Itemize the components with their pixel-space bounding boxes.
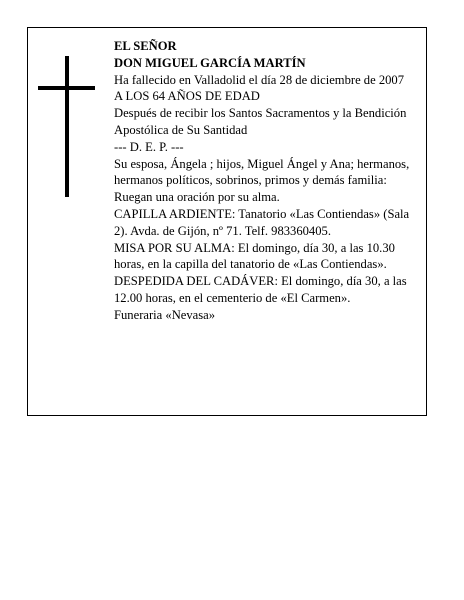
chapel-info: CAPILLA ARDIENTE: Tanatorio «Las Contiendas» (Sala 2). Avda. de Gijón, nº 71. Telf. 983360405. xyxy=(114,206,410,238)
rip-line: --- D. E. P. --- xyxy=(114,139,184,154)
sacraments-statement: Después de recibir los Santos Sacramentos y la Bendición Apostólica de Su Santidad xyxy=(114,106,407,137)
family-statement: Su esposa, Ángela ; hijos, Miguel Ángel y Ana; hermanos, hermanos políticos, sobrinos, primos y demás familia: xyxy=(114,156,410,188)
cross-vertical-bar xyxy=(65,56,69,197)
cross-horizontal-bar xyxy=(38,86,95,90)
farewell-info: DESPEDIDA DEL CADÁVER: El domingo, día 30, a las 12.00 horas, en el cementerio de «El Carmen». xyxy=(114,274,407,305)
age-statement: A LOS 64 AÑOS DE EDAD xyxy=(114,89,260,104)
funeral-home: Funeraria «Nevasa» xyxy=(114,307,216,322)
prayer-request: Ruegan una oración por su alma. xyxy=(114,190,280,205)
deceased-name: DON MIGUEL GARCÍA MARTÍN xyxy=(114,55,306,70)
mass-info: MISA POR SU ALMA: El domingo, día 30, a las 10.30 horas, en la capilla del tanatorio de «Las Contiendas». xyxy=(114,240,395,272)
death-statement: Ha fallecido en Valladolid el día 28 de diciembre de 2007 xyxy=(114,72,405,87)
obituary-text xyxy=(114,38,418,324)
obituary-heading: EL SEÑOR xyxy=(114,39,177,53)
